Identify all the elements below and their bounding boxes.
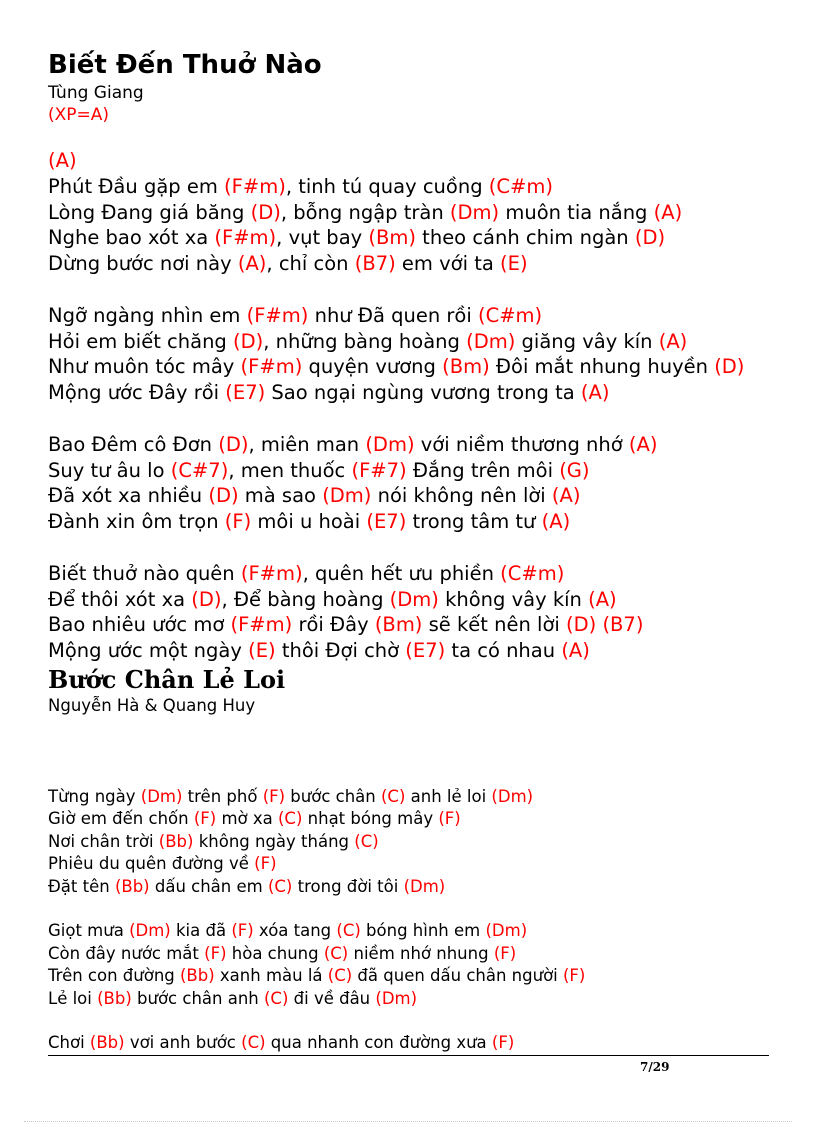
lyric-line bbox=[48, 509, 744, 535]
lyric-text: Biết thuở nào quên bbox=[48, 561, 241, 585]
chord: (D) bbox=[233, 329, 264, 353]
chord: (D) bbox=[208, 484, 239, 508]
lyric-text: Để thôi xót xa bbox=[48, 587, 192, 611]
lyric-line bbox=[48, 943, 585, 965]
lyric-line bbox=[48, 148, 744, 174]
chord: (E) bbox=[248, 639, 276, 663]
lyric-text: Như muôn tóc mây bbox=[48, 355, 241, 379]
chord: (Dm) bbox=[485, 921, 528, 941]
lyric-text: bóng hình em bbox=[360, 921, 486, 941]
lyric-line bbox=[48, 561, 744, 587]
chord: (D) bbox=[191, 587, 222, 611]
lyric-text: Đành xin ôm trọn bbox=[48, 510, 225, 534]
chord: (D) bbox=[218, 432, 249, 456]
stanza-gap bbox=[48, 406, 744, 432]
lyric-text: em với ta bbox=[395, 252, 501, 276]
lyric-line bbox=[48, 354, 744, 380]
lyric-text: Còn đây nước mắt bbox=[48, 943, 205, 963]
lyric-text: Chơi bbox=[48, 1033, 90, 1053]
lyric-text: không ngày tháng bbox=[193, 831, 355, 851]
lyric-line bbox=[48, 380, 744, 406]
chord: (C#7) bbox=[170, 458, 229, 482]
chord: (Dm) bbox=[365, 432, 415, 456]
chord: (Bb) bbox=[180, 966, 215, 986]
lyric-line bbox=[48, 458, 744, 484]
chord: (A) bbox=[541, 510, 571, 534]
lyric-text: qua nhanh con đường xưa bbox=[265, 1033, 492, 1053]
chord: (C) bbox=[263, 988, 289, 1008]
lyric-text: đi về đâu bbox=[288, 988, 376, 1008]
chord: (F) bbox=[231, 921, 254, 941]
lyric-text: niềm nhớ nhung bbox=[348, 943, 494, 963]
stanza-gap bbox=[48, 1010, 585, 1032]
chord: (Dm) bbox=[403, 876, 446, 896]
chord: (Bb) bbox=[114, 876, 150, 896]
chord: (D) bbox=[634, 226, 666, 250]
lyric-text: đã quen dấu chân người bbox=[352, 966, 563, 986]
lyric-line bbox=[48, 1032, 585, 1054]
lyric-text: theo cánh chim ngàn bbox=[415, 226, 635, 250]
chord: (C) bbox=[278, 809, 303, 829]
lyric-line bbox=[48, 174, 744, 200]
chord: (F#m) bbox=[230, 613, 293, 637]
lyric-text: , bỗng ngập tràn bbox=[280, 200, 450, 224]
lyric-text: Đôi mắt nhung huyền bbox=[489, 355, 715, 379]
lyrics-block bbox=[48, 148, 744, 664]
lyric-text: Lẻ loi bbox=[48, 988, 98, 1008]
lyric-text: Từng ngày bbox=[48, 787, 141, 806]
chord: (Bb) bbox=[89, 1033, 125, 1053]
chord: (E7) bbox=[225, 381, 266, 405]
chord: (F) bbox=[262, 787, 286, 806]
lyric-text: , vụt bay bbox=[276, 226, 369, 250]
lyric-line bbox=[48, 988, 585, 1010]
lyric-line bbox=[48, 225, 744, 251]
chord: (E7) bbox=[405, 639, 446, 663]
chord: (D) bbox=[714, 355, 745, 379]
chord: (D) bbox=[566, 613, 597, 637]
lyric-text: Mộng ước một ngày bbox=[48, 639, 249, 663]
chord: (Dm) bbox=[449, 200, 500, 224]
chord: (E) bbox=[500, 252, 528, 276]
lyric-text: Hỏi em biết chăng bbox=[48, 329, 234, 353]
chord: (B7) bbox=[602, 613, 644, 637]
lyric-text: Đã xót xa nhiều bbox=[48, 484, 209, 508]
lyric-line bbox=[48, 638, 744, 664]
chord: (F) bbox=[491, 1033, 515, 1053]
lyric-text: Lòng Đang giá băng bbox=[48, 200, 251, 224]
chord: (Dm) bbox=[140, 787, 183, 806]
lyric-line bbox=[48, 587, 744, 613]
lyric-line bbox=[48, 786, 585, 808]
lyric-text: , Để bàng hoàng bbox=[221, 587, 390, 611]
lyric-text: , quên hết ưu phiền bbox=[302, 561, 501, 585]
chord: (C) bbox=[354, 831, 379, 851]
lyric-text: nhạt bóng mây bbox=[302, 809, 439, 829]
lyric-text: bước chân bbox=[285, 787, 381, 806]
lyric-text: , miên man bbox=[248, 432, 366, 456]
chord: (Dm) bbox=[322, 484, 372, 508]
chord: (A) bbox=[237, 252, 267, 276]
lyric-text: Mộng ước Đây rồi bbox=[48, 381, 226, 405]
chord: (C#m) bbox=[477, 303, 543, 327]
chord: (F#7) bbox=[351, 458, 407, 482]
stanza-gap bbox=[48, 898, 585, 920]
lyric-text: với niềm thương nhớ bbox=[414, 432, 629, 456]
song-title: Biết Đến Thuở Nào bbox=[48, 50, 322, 80]
chord: (F) bbox=[224, 510, 252, 534]
chord: (C#m) bbox=[488, 174, 553, 198]
chord: (A) bbox=[580, 381, 610, 405]
lyric-text: , men thuốc bbox=[228, 458, 352, 482]
lyric-text: Nghe bao xót xa bbox=[48, 226, 215, 250]
chord: (C) bbox=[336, 921, 361, 941]
page-boundary bbox=[24, 1121, 792, 1122]
chord: (Bb) bbox=[97, 988, 132, 1008]
lyric-text: Nơi chân trời bbox=[48, 831, 159, 851]
chord: (Dm) bbox=[129, 921, 171, 941]
lyric-text: anh lẻ loi bbox=[405, 787, 492, 806]
chord: (A) bbox=[561, 639, 590, 663]
chord: (F#m) bbox=[246, 303, 309, 327]
chord: (A) bbox=[48, 149, 77, 172]
lyric-text: dấu chân em bbox=[149, 876, 268, 896]
chord: (Bm) bbox=[368, 226, 416, 250]
lyric-text: , tinh tú quay cuồng bbox=[285, 174, 489, 198]
chord: (A) bbox=[628, 432, 658, 456]
chord: (Dm) bbox=[491, 787, 534, 806]
song-author: Tùng Giang bbox=[48, 83, 144, 103]
lyric-text: sẽ kết nên lời bbox=[422, 613, 566, 637]
lyric-text: trong đời tôi bbox=[292, 876, 404, 896]
lyric-text: kia đã bbox=[170, 921, 232, 941]
lyric-text: không vây kín bbox=[438, 587, 589, 611]
lyric-text: thôi Đợi chờ bbox=[275, 639, 406, 663]
lyric-text: trong tâm tư bbox=[406, 510, 542, 534]
lyric-text: Bao Đêm cô Đơn bbox=[48, 432, 219, 456]
lyric-line bbox=[48, 920, 585, 942]
chord: (Bb) bbox=[158, 831, 194, 851]
chord: (Dm) bbox=[389, 587, 439, 611]
chord: (A) bbox=[551, 484, 581, 508]
lyric-text: Ngỡ ngàng nhìn em bbox=[48, 303, 247, 327]
chord: (F) bbox=[563, 966, 586, 986]
lyric-line bbox=[48, 483, 744, 509]
page-number: 7/29 bbox=[640, 1060, 670, 1074]
lyric-text: mà sao bbox=[238, 484, 323, 508]
lyric-text: ta có nhau bbox=[445, 639, 562, 663]
lyric-text: Phiêu du quên đường về bbox=[48, 854, 255, 874]
song-author: Nguyễn Hà & Quang Huy bbox=[48, 696, 256, 715]
lyric-line bbox=[48, 200, 744, 226]
chord: (F) bbox=[254, 854, 277, 874]
chord: (E7) bbox=[366, 510, 407, 534]
lyric-text: rồi Đây bbox=[292, 613, 375, 637]
lyric-text: hòa chung bbox=[226, 943, 324, 963]
chord: (F#m) bbox=[240, 355, 303, 379]
chord: (F#m) bbox=[224, 174, 286, 198]
lyric-text: Trên con đường bbox=[48, 966, 180, 986]
lyric-text: Giờ em đến chốn bbox=[48, 809, 194, 829]
lyric-text: trên phố bbox=[182, 787, 263, 806]
lyric-text: Suy tư âu lo bbox=[48, 458, 171, 482]
chord: (F) bbox=[493, 943, 517, 963]
chord: (C) bbox=[381, 787, 406, 806]
chord: (G) bbox=[559, 458, 590, 482]
lyric-text: giăng vây kín bbox=[515, 329, 659, 353]
chord: (F) bbox=[438, 809, 461, 829]
lyric-text: Phút Đầu gặp em bbox=[48, 174, 225, 198]
lyric-text: xóa tang bbox=[253, 921, 337, 941]
lyric-line bbox=[48, 432, 744, 458]
stanza-gap bbox=[48, 535, 744, 561]
chord: (F) bbox=[204, 943, 227, 963]
song-title: Bước Chân Lẻ Loi bbox=[48, 665, 286, 694]
lyric-line bbox=[48, 831, 585, 853]
lyric-text: Đặt tên bbox=[48, 876, 115, 896]
chord: (A) bbox=[588, 587, 617, 611]
lyric-text: , những bàng hoàng bbox=[263, 329, 467, 353]
lyric-text: xanh màu lá bbox=[214, 966, 328, 986]
lyrics-block bbox=[48, 786, 585, 1055]
chord: (Dm) bbox=[466, 329, 516, 353]
lyric-line bbox=[48, 965, 585, 987]
chord: (B7) bbox=[354, 252, 396, 276]
lyric-text: nói không nên lời bbox=[371, 484, 552, 508]
lyric-line bbox=[48, 853, 585, 875]
lyric-line bbox=[48, 808, 585, 830]
chord: (D) bbox=[250, 200, 281, 224]
lyric-line bbox=[48, 612, 744, 638]
chord: (C) bbox=[327, 966, 353, 986]
lyric-text: muôn tia nắng bbox=[499, 200, 654, 224]
lyric-text: Đắng trên môi bbox=[406, 458, 560, 482]
lyric-text: mờ xa bbox=[216, 809, 278, 829]
lyric-line bbox=[48, 303, 744, 329]
chord: (C) bbox=[241, 1033, 266, 1053]
lyric-text: Bao nhiêu ước mơ bbox=[48, 613, 231, 637]
chord: (Bm) bbox=[374, 613, 423, 637]
lyric-line bbox=[48, 329, 744, 355]
lyric-text: quyện vương bbox=[302, 355, 443, 379]
lyric-text: Giọt mưa bbox=[48, 921, 130, 941]
chord: (F#m) bbox=[240, 561, 303, 585]
chord: (A) bbox=[653, 200, 683, 224]
chord: (C) bbox=[267, 876, 293, 896]
stanza-gap bbox=[48, 277, 744, 303]
lyric-text: , chỉ còn bbox=[266, 252, 355, 276]
footer-divider bbox=[48, 1055, 769, 1056]
chord: (Dm) bbox=[375, 988, 418, 1008]
chord: (C) bbox=[323, 943, 349, 963]
lyric-text: như Đã quen rồi bbox=[308, 303, 478, 327]
lyric-text: Sao ngại ngùng vương trong ta bbox=[265, 381, 581, 405]
lyric-text: Dừng bước nơi này bbox=[48, 252, 238, 276]
lyric-line bbox=[48, 876, 585, 898]
lyric-text: môi u hoài bbox=[251, 510, 367, 534]
chord: (C#m) bbox=[500, 561, 565, 585]
chord: (A) bbox=[658, 329, 688, 353]
chord: (F#m) bbox=[214, 226, 277, 250]
chord: (F) bbox=[193, 809, 217, 829]
lyric-line bbox=[48, 251, 744, 277]
chord: (Bm) bbox=[442, 355, 490, 379]
lyric-text: bước chân anh bbox=[131, 988, 264, 1008]
song-key: (XP=A) bbox=[48, 105, 110, 125]
lyric-text: vơi anh bước bbox=[124, 1033, 242, 1053]
